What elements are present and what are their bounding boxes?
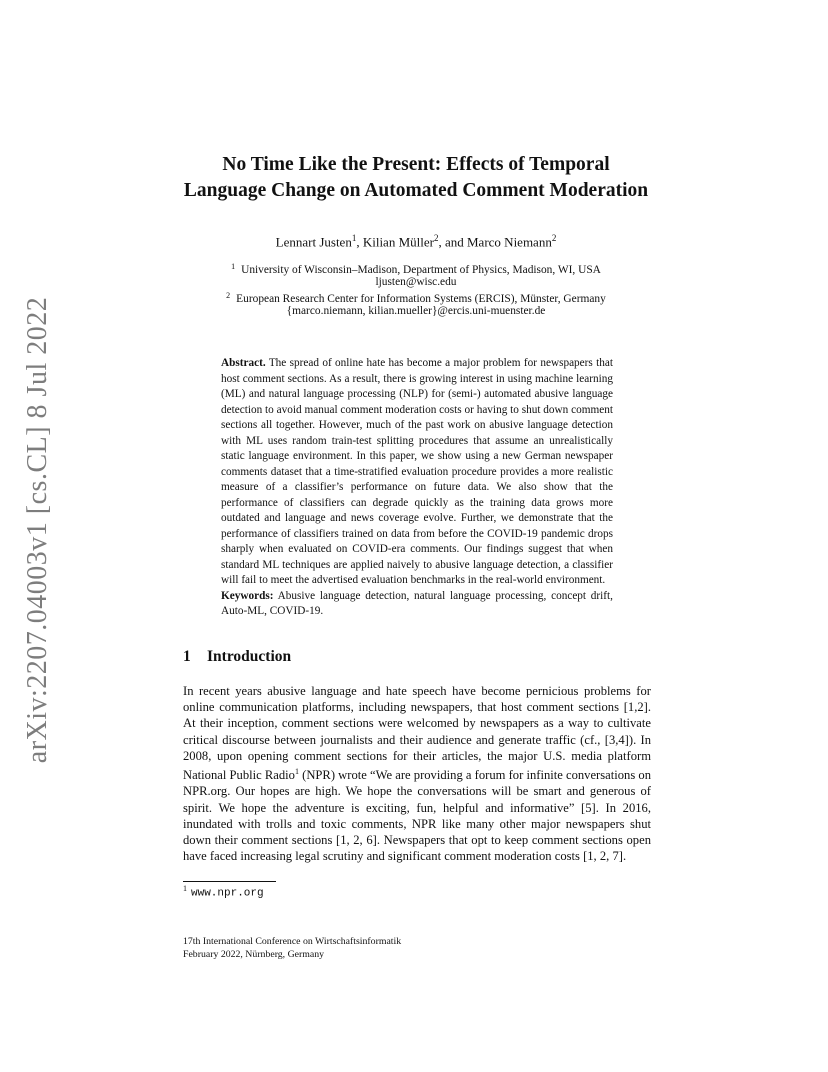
abstract-label: Abstract.	[221, 357, 266, 369]
author-separator: , and	[438, 234, 467, 250]
affiliation-2-email: {marco.niemann, kilian.mueller}@ercis.uni-muenster.de	[286, 304, 546, 317]
footnote	[183, 884, 264, 900]
title-line-1: No Time Like the Present: Effects of Temporal	[222, 154, 610, 175]
author-name: Marco Niemann	[467, 234, 552, 250]
keywords-text: Abusive language detection, natural language processing, concept drift, Auto-ML, COVID-19.	[221, 589, 613, 617]
keywords-paragraph	[221, 589, 613, 620]
affiliation-1-email: ljusten@wisc.edu	[375, 275, 457, 288]
author-separator: ,	[356, 234, 363, 250]
body-text-part-2: (NPR) wrote “We are providing a forum for infinite conversations on NPR.org. Our hopes are high. We hope the conversations will be smart and generous of spirit. We hope the adventure is exciting, fun, helpful and informative” [5]. In 2016, inundated with trolls and toxic comments, NPR like many other major newspapers shut down their comment sections [1, 2, 6]. Newspapers that opt to keep comment sections open have faced increasing legal scrutiny and significant comment moderation costs [1, 2, 7].	[183, 768, 651, 864]
section-heading	[183, 648, 291, 666]
arxiv-identifier: arXiv:2207.04003v1 [cs.CL] 8 Jul 2022	[22, 296, 53, 764]
footnote-url: www.npr.org	[191, 887, 264, 900]
keywords-label: Keywords:	[221, 589, 274, 602]
conference-note	[183, 936, 401, 961]
author-affil-mark: 2	[551, 233, 557, 243]
affiliation-mark: 2	[226, 291, 231, 300]
author-list	[150, 229, 682, 251]
author-affil-mark: 2	[433, 233, 439, 243]
section-title: Introduction	[207, 648, 292, 665]
conference-line-2: February 2022, Nürnberg, Germany	[183, 948, 325, 960]
author-affil-mark: 1	[351, 233, 357, 243]
author-name: Kilian Müller	[362, 234, 434, 250]
conference-line-1: 17th International Conference on Wirtschaftsinformatik	[183, 936, 402, 947]
affiliation-text: University of Wisconsin–Madison, Department of Physics, Madison, WI, USA	[241, 264, 601, 276]
abstract-block	[221, 356, 613, 620]
body-paragraph	[183, 683, 651, 864]
abstract-paragraph	[221, 356, 613, 589]
abstract-text: The spread of online hate has become a major problem for newspapers that host comment sections. As a result, there is growing interest in using machine learning (ML) and natural language processing (NLP) for (semi-) automated abusive language detection to avoid manual comment moderation costs or having to shut down comment sections all together. However, much of the past work on abusive language detection with ML uses random train-test splitting procedures that assume an unrealistically static language environment. In this paper, we show using a new German newspaper comments dataset that a time-stratified evaluation procedure provides a more realistic measure of a classifier’s performance on future data. We also show that the performance of classifiers can degrade quickly as the training data grows more outdated and language and news coverage evolve. Further, we demonstrate that the performance of classifiers trained on data from before the COVID-19 pandemic drops sharply when evaluated on COVID-era comments. Our findings suggest that when standard ML techniques are applied naively to abusive language detection, a classifier will fail to meet the advertised evaluation benchmarks in the real-world environment.	[221, 357, 613, 586]
title-line-2: Language Change on Automated Comment Moderation	[183, 180, 649, 201]
footnote-reference: 1	[294, 767, 299, 777]
arxiv-sidebar	[18, 296, 58, 764]
introduction-body	[183, 683, 651, 864]
author-name: Lennart Justen	[275, 234, 352, 250]
footnote-mark: 1	[183, 884, 187, 893]
paper-title	[150, 152, 682, 204]
section-number: 1	[183, 648, 191, 665]
affiliation-text: European Research Center for Information Systems (ERCIS), Münster, Germany	[236, 293, 606, 305]
affiliation-mark: 1	[231, 262, 236, 271]
footnote-divider	[183, 881, 276, 882]
body-text-part-1: In recent years abusive language and hate speech have become pernicious problems for online communication platforms, including newspapers, that host comment sections [1,2]. At their inception, comment sections were welcomed by newspapers as a way to cultivate critical discourse between journalists and their audience and generate traffic (cf., [3,4]). In 2008, upon opening comment sections for their articles, the major U.S. media platform National Public Radio	[183, 684, 651, 783]
